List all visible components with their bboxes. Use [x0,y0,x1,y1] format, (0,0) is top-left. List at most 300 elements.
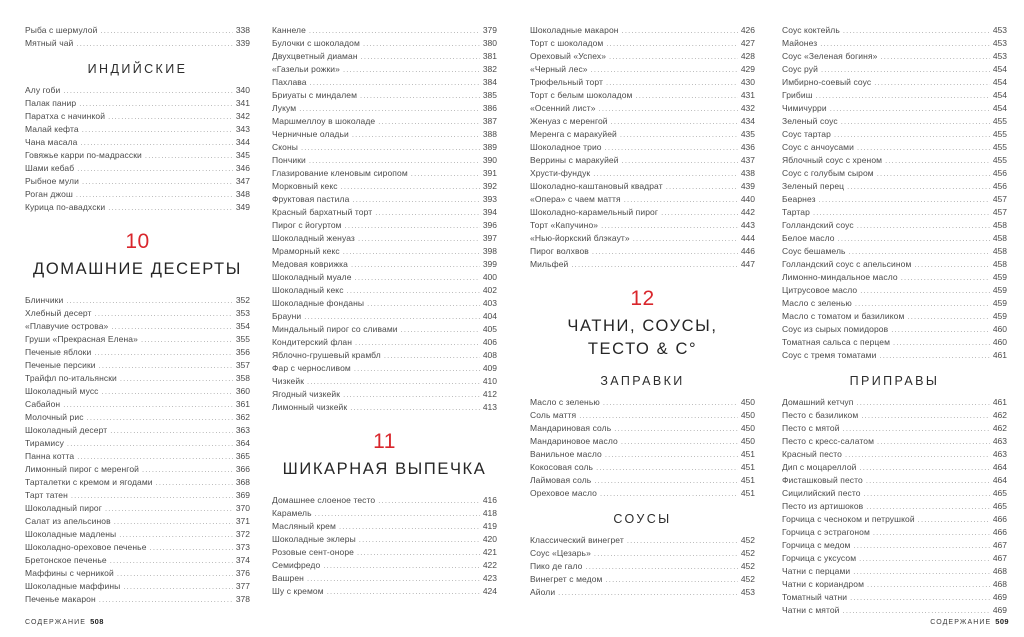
toc-entry [25,97,250,110]
entry-page-number: 469 [992,592,1007,602]
entry-title: Горчица с медом [782,540,851,550]
entry-leader-dots [375,206,480,219]
toc-entry [782,500,1007,513]
entry-page-number: 453 [992,38,1007,48]
toc-entry [782,89,1007,102]
entry-title: Молочный рис [25,412,84,422]
entry-page-number: 457 [992,194,1007,204]
entry-page-number: 358 [235,373,250,383]
entry-leader-dots [102,385,233,398]
entry-leader-dots [114,515,233,528]
entry-page-number: 459 [992,298,1007,308]
entry-leader-dots [820,37,990,50]
toc-entry [530,232,755,245]
entry-page-number: 389 [482,142,497,152]
entry-leader-dots [361,50,480,63]
entry-page-number: 386 [482,103,497,113]
toc-entry [530,474,755,487]
entry-title: Торт с шоколадом [530,38,604,48]
entry-leader-dots [119,528,233,541]
entry-page-number: 442 [740,207,755,217]
entry-leader-dots [843,604,990,617]
toc-entry [25,567,250,580]
entry-leader-dots [816,89,990,102]
entry-leader-dots [82,123,233,136]
toc-entry [782,141,1007,154]
toc-entry [272,193,497,206]
entry-title: Фар с черносливом [272,363,351,373]
entry-title: Соль маття [530,410,577,420]
toc-entry [782,76,1007,89]
entry-page-number: 361 [235,399,250,409]
toc-entry [25,515,250,528]
entry-title: Пико де гало [530,561,583,571]
toc-entry [782,245,1007,258]
toc-entry [272,115,497,128]
entry-title: Трюфельный торт [530,77,604,87]
entry-leader-dots [661,206,738,219]
toc-entry [782,180,1007,193]
toc-entry [530,573,755,586]
entry-title: Песто с мятой [782,423,840,433]
entry-title: Зеленый соус [782,116,838,126]
entry-leader-dots [592,245,738,258]
toc-entry [530,193,755,206]
entry-title: Масло с томатом и базиликом [782,311,905,321]
entry-title: Домашний кетчуп [782,397,854,407]
entry-leader-dots [591,63,738,76]
entry-page-number: 420 [482,534,497,544]
entry-leader-dots [108,110,233,123]
chapter-header [272,430,497,481]
entry-title: Шоколадные макарон [530,25,619,35]
entry-page-number: 451 [740,449,755,459]
entry-leader-dots [891,323,990,336]
entry-leader-dots [603,396,738,409]
chapter-number: 11 [373,430,396,453]
toc-entry [272,572,497,585]
entry-title: Соус «Цезарь» [530,548,591,558]
entry-page-number: 354 [235,321,250,331]
toc-entry [272,219,497,232]
toc-entry [272,102,497,115]
entry-title: Горчица с эстрагоном [782,527,870,537]
entry-page-number: 469 [992,605,1007,615]
entry-leader-dots [347,284,480,297]
entry-page-number: 467 [992,553,1007,563]
entry-title: Каннеле [272,25,306,35]
toc-entry [272,546,497,559]
toc-entry [782,232,1007,245]
entry-title: Хлебный десерт [25,308,92,318]
entry-leader-dots [596,461,738,474]
entry-leader-dots [859,552,990,565]
entry-page-number: 467 [992,540,1007,550]
entry-leader-dots [351,258,480,271]
entry-title: Веррины с маракуйей [530,155,619,165]
entry-title: Айоли [530,587,556,597]
entry-title: Панна котта [25,451,75,461]
entry-leader-dots [918,513,990,526]
entry-leader-dots [627,534,738,547]
entry-leader-dots [606,76,738,89]
entry-page-number: 456 [992,168,1007,178]
entry-leader-dots [893,336,990,349]
toc-entry [782,448,1007,461]
entry-page-number: 454 [992,103,1007,113]
entry-title: Дип с моцареллой [782,462,857,472]
entry-leader-dots [594,547,738,560]
toc-entry [272,494,497,507]
entry-page-number: 402 [482,285,497,295]
entry-title: Бриуаты с миндалем [272,90,358,100]
entry-page-number: 462 [992,410,1007,420]
toc-entry [782,435,1007,448]
toc-entry [530,560,755,573]
entry-page-number: 416 [482,495,497,505]
toc-entry [272,128,497,141]
toc-entry [782,50,1007,63]
entry-leader-dots [879,349,989,362]
entry-page-number: 405 [482,324,497,334]
entry-title: Шоколадный мусс [25,386,99,396]
entry-title: Томатная сальса с перцем [782,337,891,347]
entry-page-number: 436 [740,142,755,152]
toc-entry [272,323,497,336]
entry-group [782,396,1007,617]
entry-page-number: 397 [482,233,497,243]
toc-entry [782,396,1007,409]
entry-leader-dots [864,487,990,500]
toc-entry [272,388,497,401]
page-footer-right [930,617,1009,626]
entry-page-number: 365 [235,451,250,461]
entry-leader-dots [877,167,990,180]
entry-leader-dots [82,175,233,188]
entry-title: Шоколадный женуаз [272,233,355,243]
entry-title: Семифредо [272,560,321,570]
entry-page-number: 403 [482,298,497,308]
entry-page-number: 338 [235,25,250,35]
entry-title: Алу гоби [25,85,61,95]
entry-page-number: 452 [740,535,755,545]
entry-title: Кокосовая соль [530,462,594,472]
toc-entry [25,320,250,333]
entry-page-number: 456 [992,181,1007,191]
entry-page-number: 455 [992,155,1007,165]
entry-leader-dots [411,167,480,180]
entry-leader-dots [105,502,233,515]
entry-leader-dots [63,398,233,411]
entry-page-number: 451 [740,488,755,498]
entry-group [530,24,755,271]
toc-entry [782,539,1007,552]
entry-page-number: 347 [235,176,250,186]
toc-entry [25,346,250,359]
entry-page-number: 412 [482,389,497,399]
entry-title: Мильфей [530,259,569,269]
entry-page-number: 450 [740,423,755,433]
entry-page-number: 457 [992,207,1007,217]
section-header: СОУСЫ [613,512,672,526]
entry-title: Малай кефта [25,124,79,134]
entry-title: «Опера» с чаем маття [530,194,621,204]
entry-page-number: 428 [740,51,755,61]
toc-columns-left [0,0,512,606]
entry-title: Рыбное мули [25,176,79,186]
entry-title: Шоколадный муале [272,272,352,282]
entry-leader-dots [352,128,480,141]
entry-title: Карамель [272,508,312,518]
entry-title: Соус руй [782,64,818,74]
page-footer-left [25,617,104,626]
entry-leader-dots [877,435,990,448]
entry-leader-dots [841,115,990,128]
entry-page-number: 447 [740,259,755,269]
toc-entry [25,123,250,136]
entry-leader-dots [853,565,990,578]
entry-page-number: 396 [482,220,497,230]
toc-entry [272,63,497,76]
entry-page-number: 468 [992,579,1007,589]
entry-page-number: 452 [740,574,755,584]
entry-title: Глазирование кленовым сиропом [272,168,408,178]
entry-title: Масляный крем [272,521,336,531]
entry-title: Пахлава [272,77,307,87]
entry-leader-dots [310,76,480,89]
entry-page-number: 460 [992,337,1007,347]
toc-entry [530,180,755,193]
entry-leader-dots [357,546,480,559]
toc-entry [782,193,1007,206]
toc-entry [272,154,497,167]
entry-page-number: 463 [992,449,1007,459]
entry-page-number: 394 [482,207,497,217]
entry-title: Пирог волхвов [530,246,589,256]
toc-entry [272,336,497,349]
entry-page-number: 422 [482,560,497,570]
entry-page-number: 348 [235,189,250,199]
entry-leader-dots [299,102,480,115]
entry-leader-dots [352,193,479,206]
entry-page-number: 392 [482,181,497,191]
toc-entry [272,245,497,258]
toc-entry [272,520,497,533]
toc-entry [530,409,755,422]
entry-title: Маршмеллоу в шоколаде [272,116,376,126]
toc-entry [782,552,1007,565]
entry-title: Ореховый «Успех» [530,51,607,61]
entry-title: Женуаз с меренгой [530,116,608,126]
toc-entry [782,37,1007,50]
entry-page-number: 438 [740,168,755,178]
entry-title: Палак панир [25,98,77,108]
entry-page-number: 391 [482,168,497,178]
entry-title: Голландский соус [782,220,854,230]
entry-leader-dots [861,409,989,422]
entry-leader-dots [821,63,990,76]
entry-page-number: 458 [992,259,1007,269]
entry-title: Медовая коврижка [272,259,348,269]
toc-entry [272,585,497,598]
toc-entry [530,37,755,50]
entry-group [272,24,497,414]
entry-page-number: 461 [992,350,1007,360]
entry-title: Хрусти-фундук [530,168,591,178]
entry-page-number: 455 [992,129,1007,139]
toc-entry [782,297,1007,310]
entry-title: Лимонный пирог с меренгой [25,464,139,474]
toc-entry [25,307,250,320]
entry-leader-dots [853,539,989,552]
toc-entry [530,245,755,258]
entry-title: Кондитерский флан [272,337,353,347]
entry-title: Чизкейк [272,376,305,386]
chapter-number: 12 [630,287,655,310]
entry-leader-dots [304,310,480,323]
entry-title: Лимонный чизкейк [272,402,348,412]
entry-page-number: 343 [235,124,250,134]
entry-title: Мятный чай [25,38,74,48]
entry-title: Ягодный чизкейк [272,389,341,399]
entry-title: Шоколадное трио [530,142,602,152]
entry-leader-dots [63,84,233,97]
entry-page-number: 465 [992,501,1007,511]
entry-title: Черничные оладьи [272,129,349,139]
entry-title: Булочки с шоколадом [272,38,360,48]
toc-entry [530,102,755,115]
toc-entry [25,580,250,593]
entry-leader-dots [327,585,480,598]
entry-title: Масло с зеленью [782,298,852,308]
entry-leader-dots [117,567,233,580]
toc-entry [25,593,250,606]
entry-title: Винегрет с медом [530,574,603,584]
entry-leader-dots [622,24,738,37]
entry-leader-dots [66,294,232,307]
entry-page-number: 466 [992,514,1007,524]
entry-page-number: 453 [992,25,1007,35]
entry-leader-dots [99,359,233,372]
entry-title: Красный песто [782,449,842,459]
entry-leader-dots [141,333,233,346]
entry-title: Шами кебаб [25,163,75,173]
entry-title: Зеленый перец [782,181,845,191]
entry-title: Чатни с перцами [782,566,851,576]
entry-leader-dots [81,136,233,149]
entry-page-number: 455 [992,116,1007,126]
toc-entry [782,323,1007,336]
entry-page-number: 465 [992,488,1007,498]
entry-title: Тирамису [25,438,64,448]
chapter-title: ТЕСТО & С° [587,340,698,358]
entry-page-number: 450 [740,397,755,407]
entry-leader-dots [111,320,232,333]
entry-page-number: 453 [740,587,755,597]
toc-entry [782,206,1007,219]
entry-page-number: 450 [740,436,755,446]
entry-title: Шоколадный пирог [25,503,102,513]
entry-page-number: 418 [482,508,497,518]
entry-leader-dots [856,396,989,409]
entry-leader-dots [95,307,233,320]
entry-page-number: 369 [235,490,250,500]
toc-entry [25,136,250,149]
toc-entry [782,128,1007,141]
entry-leader-dots [341,180,480,193]
entry-leader-dots [123,580,232,593]
entry-page-number: 345 [235,150,250,160]
entry-title: Трайфл по-итальянски [25,373,117,383]
entry-title: Шоколадно-каштановый квадрат [530,181,663,191]
entry-title: Песто с кресс-салатом [782,436,875,446]
entry-page-number: 344 [235,137,250,147]
entry-page-number: 458 [992,233,1007,243]
toc-entry [272,89,497,102]
entry-page-number: 464 [992,475,1007,485]
entry-page-number: 409 [482,363,497,373]
entry-leader-dots [76,37,232,50]
toc-entry [530,586,755,599]
entry-leader-dots [850,591,990,604]
entry-leader-dots [378,494,480,507]
entry-leader-dots [885,154,990,167]
entry-page-number: 377 [235,581,250,591]
entry-leader-dots [594,474,738,487]
entry-page-number: 404 [482,311,497,321]
toc-entry [530,115,755,128]
entry-leader-dots [614,422,738,435]
entry-title: Рыба с шермулой [25,25,98,35]
entry-page-number: 398 [482,246,497,256]
entry-page-number: 424 [482,586,497,596]
entry-leader-dots [323,559,480,572]
entry-page-number: 452 [740,548,755,558]
toc-entry [272,206,497,219]
entry-leader-dots [866,500,990,513]
entry-leader-dots [843,24,990,37]
entry-page-number: 356 [235,347,250,357]
entry-title: Майонез [782,38,818,48]
toc-entry [782,115,1007,128]
entry-page-number: 385 [482,90,497,100]
entry-leader-dots [819,193,990,206]
entry-title: Сицилийский песто [782,488,861,498]
toc-entry [782,526,1007,539]
entry-leader-dots [599,102,738,115]
entry-leader-dots [77,162,233,175]
toc-entry [782,154,1007,167]
entry-title: Тарталетки с кремом и ягодами [25,477,153,487]
toc-entry [530,206,755,219]
entry-leader-dots [860,284,990,297]
entry-title: Печеные персики [25,360,96,370]
entry-title: Шоколадно-карамельный пирог [530,207,659,217]
section-header: ПРИПРАВЫ [849,374,940,388]
entry-title: Яблочно-грушевый крамбл [272,350,381,360]
entry-page-number: 452 [740,561,755,571]
entry-title: Чимичурри [782,103,827,113]
entry-group [272,494,497,598]
entry-title: Меренга с маракуйей [530,129,617,139]
entry-title: Блинчики [25,295,64,305]
entry-page-number: 342 [235,111,250,121]
entry-title: Мраморный кекс [272,246,340,256]
entry-title: Торт с белым шоколадом [530,90,633,100]
toc-entry [25,476,250,489]
entry-page-number: 460 [992,324,1007,334]
entry-leader-dots [605,141,738,154]
